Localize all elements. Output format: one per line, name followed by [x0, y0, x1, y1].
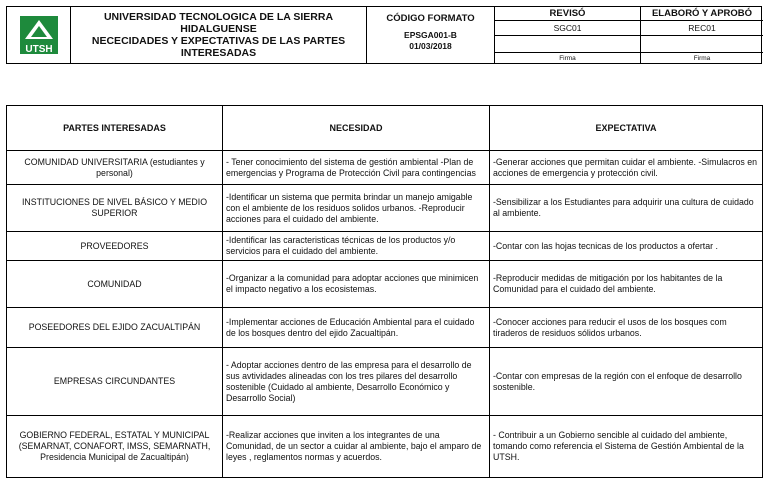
- logo-text: UTSH: [24, 44, 53, 55]
- document-header: [6, 6, 762, 64]
- approved-value: REC01: [641, 21, 763, 36]
- reviewed-label: REVISÓ: [495, 7, 640, 21]
- header-need: NECESIDAD: [223, 106, 490, 151]
- table-row: [7, 416, 763, 478]
- reviewed-signature-space: [495, 36, 640, 53]
- party-cell: POSEEDORES DEL EJIDO ZACUALTIPÁN: [7, 308, 223, 348]
- header-expectation: EXPECTATIVA: [490, 106, 763, 151]
- need-cell: -Implementar acciones de Educación Ambiental para el cuidado de los bosques dentro del ejido Zacualtipán.: [223, 308, 490, 348]
- table-row: [7, 261, 763, 308]
- approved-label: ELABORÓ Y APROBÓ: [641, 7, 763, 21]
- approved-firma-label: Firma: [693, 55, 711, 62]
- party-cell: COMUNIDAD UNIVERSITARIA (estudiantes y personal): [7, 151, 223, 185]
- need-cell: -Identificar las caracteristicas técnicas de los productos y/o servicios para el cuidado del ambiente.: [223, 232, 490, 261]
- format-code-label: CÓDIGO FORMATO: [386, 13, 475, 24]
- interested-parties-table: [6, 105, 763, 478]
- expectation-cell: -Sensibilizar a los Estudiantes para adquirir una cultura de cuidado al ambiente.: [490, 185, 763, 232]
- table-row: [7, 151, 763, 185]
- title-line-1: UNIVERSIDAD TECNOLOGICA DE LA SIERRA: [103, 11, 334, 23]
- utsh-logo: [19, 15, 59, 55]
- title-line-2: HIDALGUENSE: [180, 23, 257, 35]
- party-cell: EMPRESAS CIRCUNDANTES: [7, 348, 223, 416]
- need-cell: - Tener conocimiento del sistema de gestión ambiental -Plan de emergencias y Programa de Protección Civil para contingencias: [223, 151, 490, 185]
- table-header-row: [7, 106, 763, 151]
- format-date-value: 01/03/2018: [409, 41, 452, 51]
- logo-cell: [7, 7, 71, 63]
- party-cell: COMUNIDAD: [7, 261, 223, 308]
- table-row: [7, 348, 763, 416]
- expectation-cell: - Contribuir a un Gobierno sencible al cuidado del ambiente, tomando como referencia el Sistema de Gestión Ambiental de la UTSH.: [490, 416, 763, 478]
- need-cell: - Adoptar acciones dentro de las empresa para el desarrollo de sus avtividades alineadas con los tres pilares del desarrollo sostenible (Cuidado al ambiente, Desarrollo Económico y Desarrollo Social): [223, 348, 490, 416]
- title-line-3: NECECIDADES Y EXPECTATIVAS DE LAS PARTES: [91, 35, 346, 47]
- format-code-cell: [367, 7, 495, 63]
- reviewed-cell: [495, 7, 641, 63]
- table-row: [7, 185, 763, 232]
- need-cell: -Organizar a la comunidad para adoptar acciones que minimicen el impacto negativo a los ecosistemas.: [223, 261, 490, 308]
- expectation-cell: -Contar con empresas de la región con el enfoque de desarrollo sostenible.: [490, 348, 763, 416]
- need-cell: -Realizar acciones que inviten a los integrantes de una Comunidad, de un sector a cuidar al ambiente, bajo el amparo de leyes , reglamentos normas y acuerdos.: [223, 416, 490, 478]
- expectation-cell: -Reproducir medidas de mitigación por los habitantes de la Comunidad para el cuidado del ambiente.: [490, 261, 763, 308]
- expectation-cell: -Generar acciones que permitan cuidar el ambiente. -Simulacros en acciones de emergencia y protección civil.: [490, 151, 763, 185]
- expectation-cell: -Contar con las hojas tecnicas de los productos a ofertar .: [490, 232, 763, 261]
- approved-cell: [641, 7, 763, 63]
- expectation-cell: -Conocer acciones para reducir el usos de los bosques com tiraderos de residuos sólidos urbanos.: [490, 308, 763, 348]
- table-row: [7, 232, 763, 261]
- party-cell: GOBIERNO FEDERAL, ESTATAL Y MUNICIPAL (SEMARNAT, CONAFORT, IMSS, SEMARNATH, Presidencia Municipal de Zacualtipán): [7, 416, 223, 478]
- need-cell: -Identificar un sistema que permita brindar un manejo amigable con el ambiente de los residuos solidos urbanos. -Reproducir acciones para el cuidado del ambiente.: [223, 185, 490, 232]
- reviewed-value: SGC01: [495, 21, 640, 36]
- reviewed-firma-label: Firma: [559, 55, 576, 62]
- party-cell: PROVEEDORES: [7, 232, 223, 261]
- document-title: [71, 7, 367, 63]
- header-parties: PARTES INTERESADAS: [7, 106, 223, 151]
- table-row: [7, 308, 763, 348]
- format-code-value: EPSGA001-B: [404, 30, 457, 40]
- approved-signature-space: [641, 36, 763, 53]
- party-cell: INSTITUCIONES DE NIVEL BÁSICO Y MEDIO SUPERIOR: [7, 185, 223, 232]
- title-line-4: INTERESADAS: [180, 47, 257, 59]
